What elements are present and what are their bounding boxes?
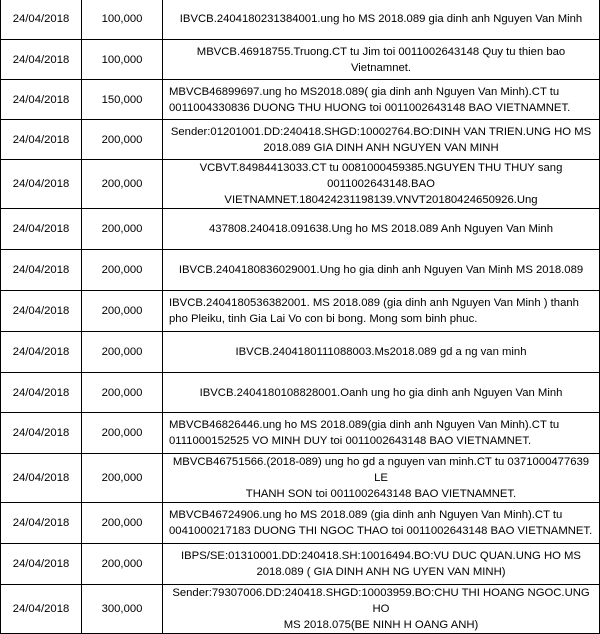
description-cell: MBVCB46724906.ung ho MS 2018.089 (gia dinh anh Nguyen Van Minh).CT tu 0041000217183 DUONG THI NGOC THAO toi 0011002643148 BAO VIETNAMNET.	[163, 503, 600, 544]
description-cell: MBVCB46826446.ung ho MS 2018.089(gia dinh anh Nguyen Van Minh).CT tu 0111000152525 VO MINH DUY toi 0011002643148 BAO VIETNAMNET.	[163, 413, 600, 454]
date-cell: 24/04/2018	[1, 544, 82, 585]
amount-cell: 150,000	[82, 80, 163, 120]
table-row	[1, 413, 600, 454]
date-cell: 24/04/2018	[1, 454, 82, 503]
amount-cell: 200,000	[82, 250, 163, 291]
date-cell: 24/04/2018	[1, 413, 82, 454]
table-row	[1, 585, 600, 634]
date-cell: 24/04/2018	[1, 250, 82, 291]
table-row	[1, 250, 600, 291]
table-row	[1, 209, 600, 250]
table-row	[1, 80, 600, 120]
description-cell: MBVCB46899697.ung ho MS2018.089( gia dinh anh Nguyen Van Minh).CT tu 0011004330836 DUONG THU HUONG toi 0011002643148 BAO VIETNAMNET.	[163, 80, 600, 120]
amount-cell: 200,000	[82, 120, 163, 160]
amount-cell: 200,000	[82, 413, 163, 454]
date-cell: 24/04/2018	[1, 0, 82, 40]
amount-cell: 200,000	[82, 544, 163, 585]
date-cell: 24/04/2018	[1, 373, 82, 413]
amount-cell: 200,000	[82, 160, 163, 209]
table-row	[1, 0, 600, 40]
description-cell: VCBVT.84984413033.CT tu 0081000459385.NGUYEN THU THUY sang 0011002643148.BAO VIETNAMNET.180424231198139.VNVT20180424650926.Ung	[163, 160, 600, 209]
table-row	[1, 160, 600, 209]
date-cell: 24/04/2018	[1, 120, 82, 160]
date-cell: 24/04/2018	[1, 209, 82, 250]
table-row	[1, 544, 600, 585]
table-row	[1, 454, 600, 503]
description-cell: IBVCB.2404180536382001. MS 2018.089 (gia dinh anh Nguyen Van Minh ) thanh pho Pleiku, tinh Gia Lai Vo con bi bong. Mong som binh phuc.	[163, 291, 600, 332]
description-cell: IBVCB.2404180836029001.Ung ho gia dinh anh Nguyen Van Minh MS 2018.089	[163, 250, 600, 291]
amount-cell: 200,000	[82, 332, 163, 373]
description-cell: MBVCB.46918755.Truong.CT tu Jim toi 0011002643148 Quy tu thien bao Vietnamnet.	[163, 40, 600, 80]
table-row	[1, 120, 600, 160]
amount-cell: 200,000	[82, 454, 163, 503]
table-row	[1, 40, 600, 80]
date-cell: 24/04/2018	[1, 80, 82, 120]
date-cell: 24/04/2018	[1, 291, 82, 332]
amount-cell: 300,000	[82, 585, 163, 634]
date-cell: 24/04/2018	[1, 332, 82, 373]
amount-cell: 100,000	[82, 40, 163, 80]
amount-cell: 200,000	[82, 503, 163, 544]
table-row	[1, 332, 600, 373]
description-cell: Sender:79307006.DD:240418.SHGD:10003959.BO:CHU THI HOANG NGOC.UNG HO MS 2018.075(BE NINH H OANG ANH)	[163, 585, 600, 634]
description-cell: IBVCB.2404180108828001.Oanh ung ho gia dinh anh Nguyen Van Minh	[163, 373, 600, 413]
date-cell: 24/04/2018	[1, 585, 82, 634]
description-cell: IBVCB.2404180231384001.ung ho MS 2018.089 gia dinh anh Nguyen Van Minh	[163, 0, 600, 40]
description-cell: IBVCB.2404180111088003.Ms2018.089 gd a ng van minh	[163, 332, 600, 373]
description-cell: Sender:01201001.DD:240418.SHGD:10002764.BO:DINH VAN TRIEN.UNG HO MS 2018.089 GIA DINH ANH NGUYEN VAN MINH	[163, 120, 600, 160]
description-cell: 437808.240418.091638.Ung ho MS 2018.089 Anh Nguyen Van Minh	[163, 209, 600, 250]
date-cell: 24/04/2018	[1, 503, 82, 544]
description-cell: IBPS/SE:01310001.DD:240418.SH:10016494.BO:VU DUC QUAN.UNG HO MS 2018.089 ( GIA DINH ANH NG UYEN VAN MINH)	[163, 544, 600, 585]
table-row	[1, 503, 600, 544]
amount-cell: 100,000	[82, 0, 163, 40]
date-cell: 24/04/2018	[1, 40, 82, 80]
date-cell: 24/04/2018	[1, 160, 82, 209]
table-row	[1, 291, 600, 332]
amount-cell: 200,000	[82, 209, 163, 250]
table-row	[1, 373, 600, 413]
amount-cell: 200,000	[82, 291, 163, 332]
description-cell: MBVCB46751566.(2018-089) ung ho gd a nguyen van minh.CT tu 0371000477639 LE THANH SON toi 0011002643148 BAO VIETNAMNET.	[163, 454, 600, 503]
amount-cell: 200,000	[82, 373, 163, 413]
